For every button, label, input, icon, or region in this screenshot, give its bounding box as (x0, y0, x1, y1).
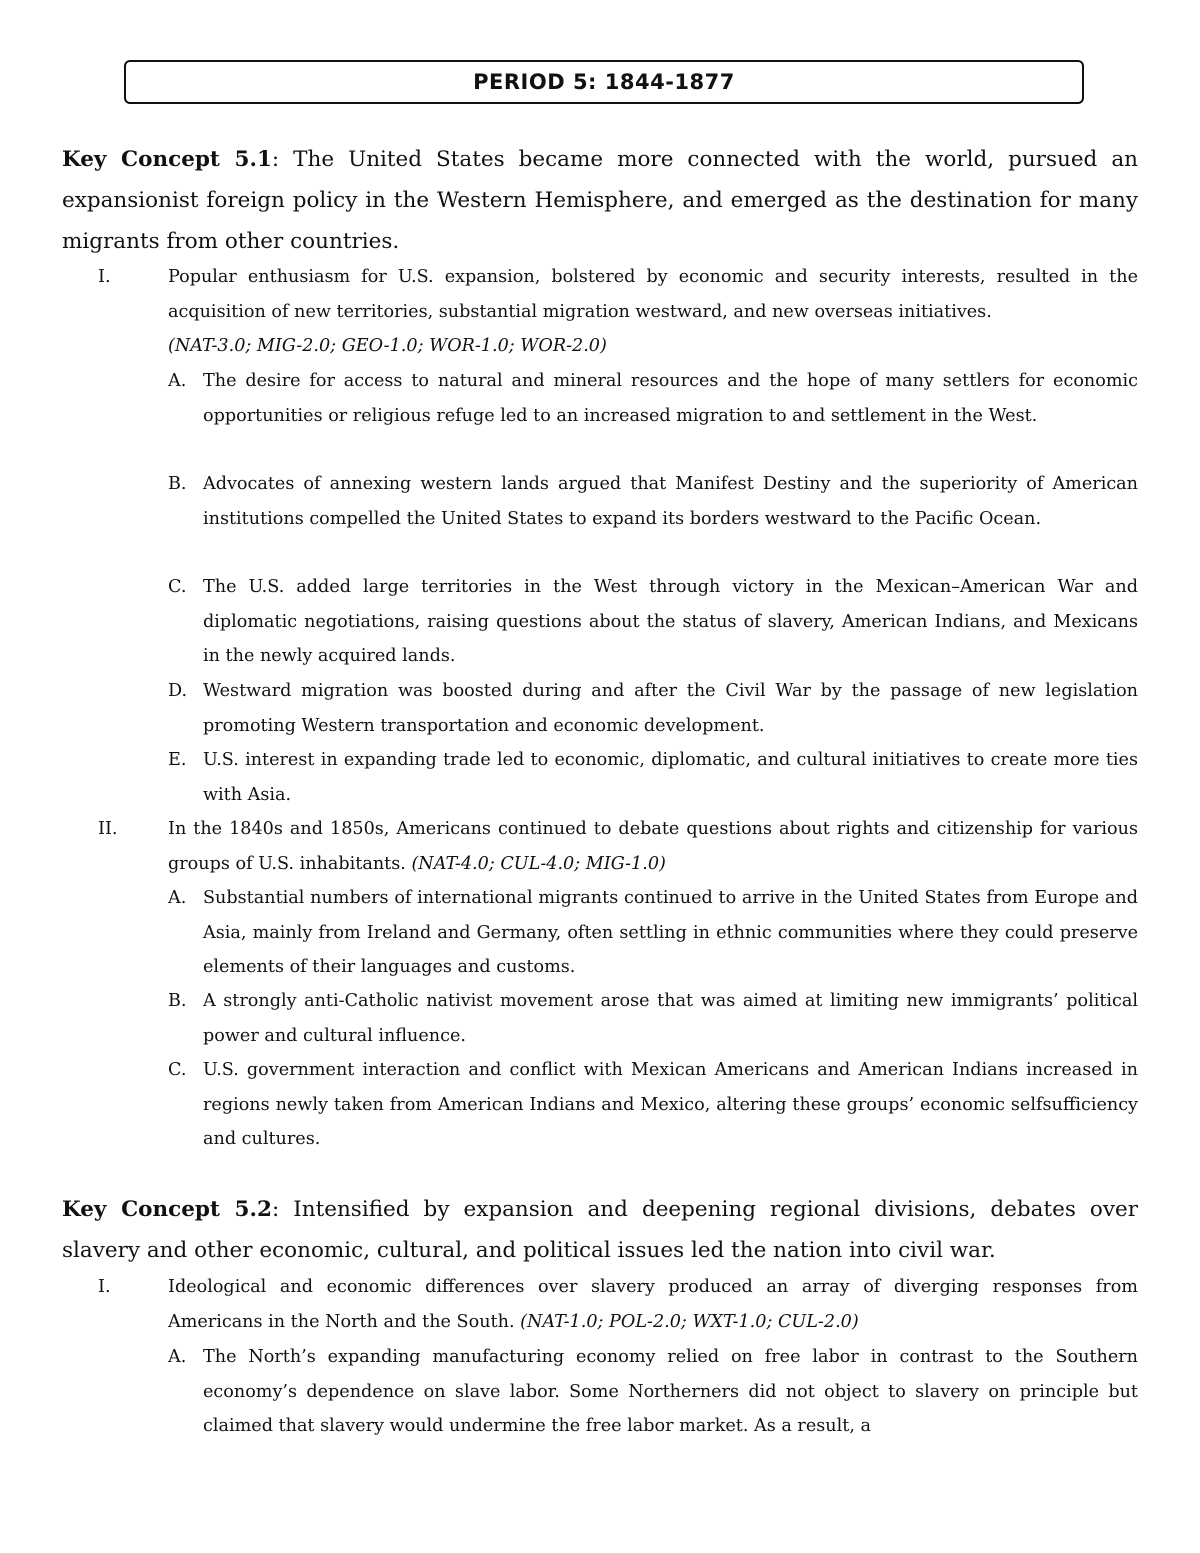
sub-letter: A. (168, 888, 187, 908)
sub-letter: E. (168, 750, 187, 770)
sub-text: Westward migration was boosted during and after the Civil War by the passage of new legislation promoting Western transportation and economic development. (203, 681, 1138, 736)
sub-item (62, 1340, 1138, 1444)
sub-item (62, 881, 1138, 985)
sub-letter: D. (168, 681, 188, 701)
sub-letter: C. (168, 1060, 187, 1080)
sub-letter: A. (168, 371, 187, 391)
theme-tags: (NAT-1.0; POL-2.0; WXT-1.0; CUL-2.0) (520, 1311, 859, 1332)
sub-letter: B. (168, 474, 187, 494)
sub-item (62, 1053, 1138, 1157)
sub-item (62, 467, 1138, 536)
sub-text: A strongly anti-Catholic nativist movement arose that was aimed at limiting new immigrants’ political power and cultural influence. (203, 991, 1138, 1046)
roman-item (62, 260, 1138, 364)
sub-text: U.S. government interaction and conflict with Mexican Americans and American Indians increased in regions newly taken from American Indians and Mexico, altering these groups’ economic selfsufficiency and cultures. (203, 1060, 1138, 1149)
sub-letter: A. (168, 1347, 187, 1367)
sub-item (62, 674, 1138, 743)
roman-item (62, 812, 1138, 881)
roman-text: Ideological and economic differences over slavery produced an array of diverging responses from Americans in the North and the South. (168, 1277, 1138, 1332)
sub-text: U.S. interest in expanding trade led to economic, diplomatic, and cultural initiatives to create more ties with Asia. (203, 750, 1138, 805)
key-concept-label: Key Concept 5.1 (62, 147, 272, 172)
key-concept-text: : The United States became more connected with the world, pursued an expansionist foreign policy in the Western Hemisphere, and emerged as the destination for many migrants from other countries. (62, 147, 1138, 254)
sub-item (62, 570, 1138, 674)
roman-text: In the 1840s and 1850s, Americans continued to debate questions about rights and citizenship for various groups of U.S. inhabitants. (168, 819, 1138, 874)
theme-tags: (NAT-4.0; CUL-4.0; MIG-1.0) (411, 853, 666, 874)
sub-text: The desire for access to natural and mineral resources and the hope of many settlers for economic opportunities or religious refuge led to an increased migration to and settlement in the West. (203, 371, 1138, 426)
sub-item (62, 743, 1138, 812)
sub-text: The U.S. added large territories in the West through victory in the Mexican–American War and diplomatic negotiations, raising questions about the status of slavery, American Indians, and Mexicans in the newly acquired lands. (203, 577, 1138, 666)
roman-numeral: II. (98, 819, 118, 839)
sub-text: Advocates of annexing western lands argued that Manifest Destiny and the superiority of American institutions compelled the United States to expand its borders westward to the Pacific Ocean. (203, 474, 1138, 529)
roman-text: Popular enthusiasm for U.S. expansion, bolstered by economic and security interests, resulted in the acquisition of new territories, substantial migration westward, and new overseas initiatives. (168, 267, 1138, 322)
key-concept-5-1 (62, 139, 1138, 262)
key-concept-label: Key Concept 5.2 (62, 1197, 272, 1222)
sub-item (62, 984, 1138, 1053)
period-title: PERIOD 5: 1844-1877 (124, 60, 1084, 104)
key-concept-text: : Intensified by expansion and deepening regional divisions, debates over slavery and other economic, cultural, and political issues led the nation into civil war. (62, 1197, 1138, 1263)
roman-numeral: I. (98, 1277, 111, 1297)
key-concept-5-2 (62, 1189, 1138, 1271)
sub-letter: C. (168, 577, 187, 597)
theme-tags: (NAT-3.0; MIG-2.0; GEO-1.0; WOR-1.0; WOR-2.0) (168, 336, 607, 356)
sub-item (62, 364, 1138, 433)
sub-text: Substantial numbers of international migrants continued to arrive in the United States from Europe and Asia, mainly from Ireland and Germany, often settling in ethnic communities where they could preserve elements of their languages and customs. (203, 888, 1138, 977)
sub-letter: B. (168, 991, 187, 1011)
sub-text: The North’s expanding manufacturing economy relied on free labor in contrast to the Southern economy’s dependence on slave labor. Some Northerners did not object to slavery on principle but claimed that slavery would undermine the free labor market. As a result, a (203, 1347, 1138, 1436)
roman-item (62, 1270, 1138, 1339)
roman-numeral: I. (98, 267, 111, 287)
